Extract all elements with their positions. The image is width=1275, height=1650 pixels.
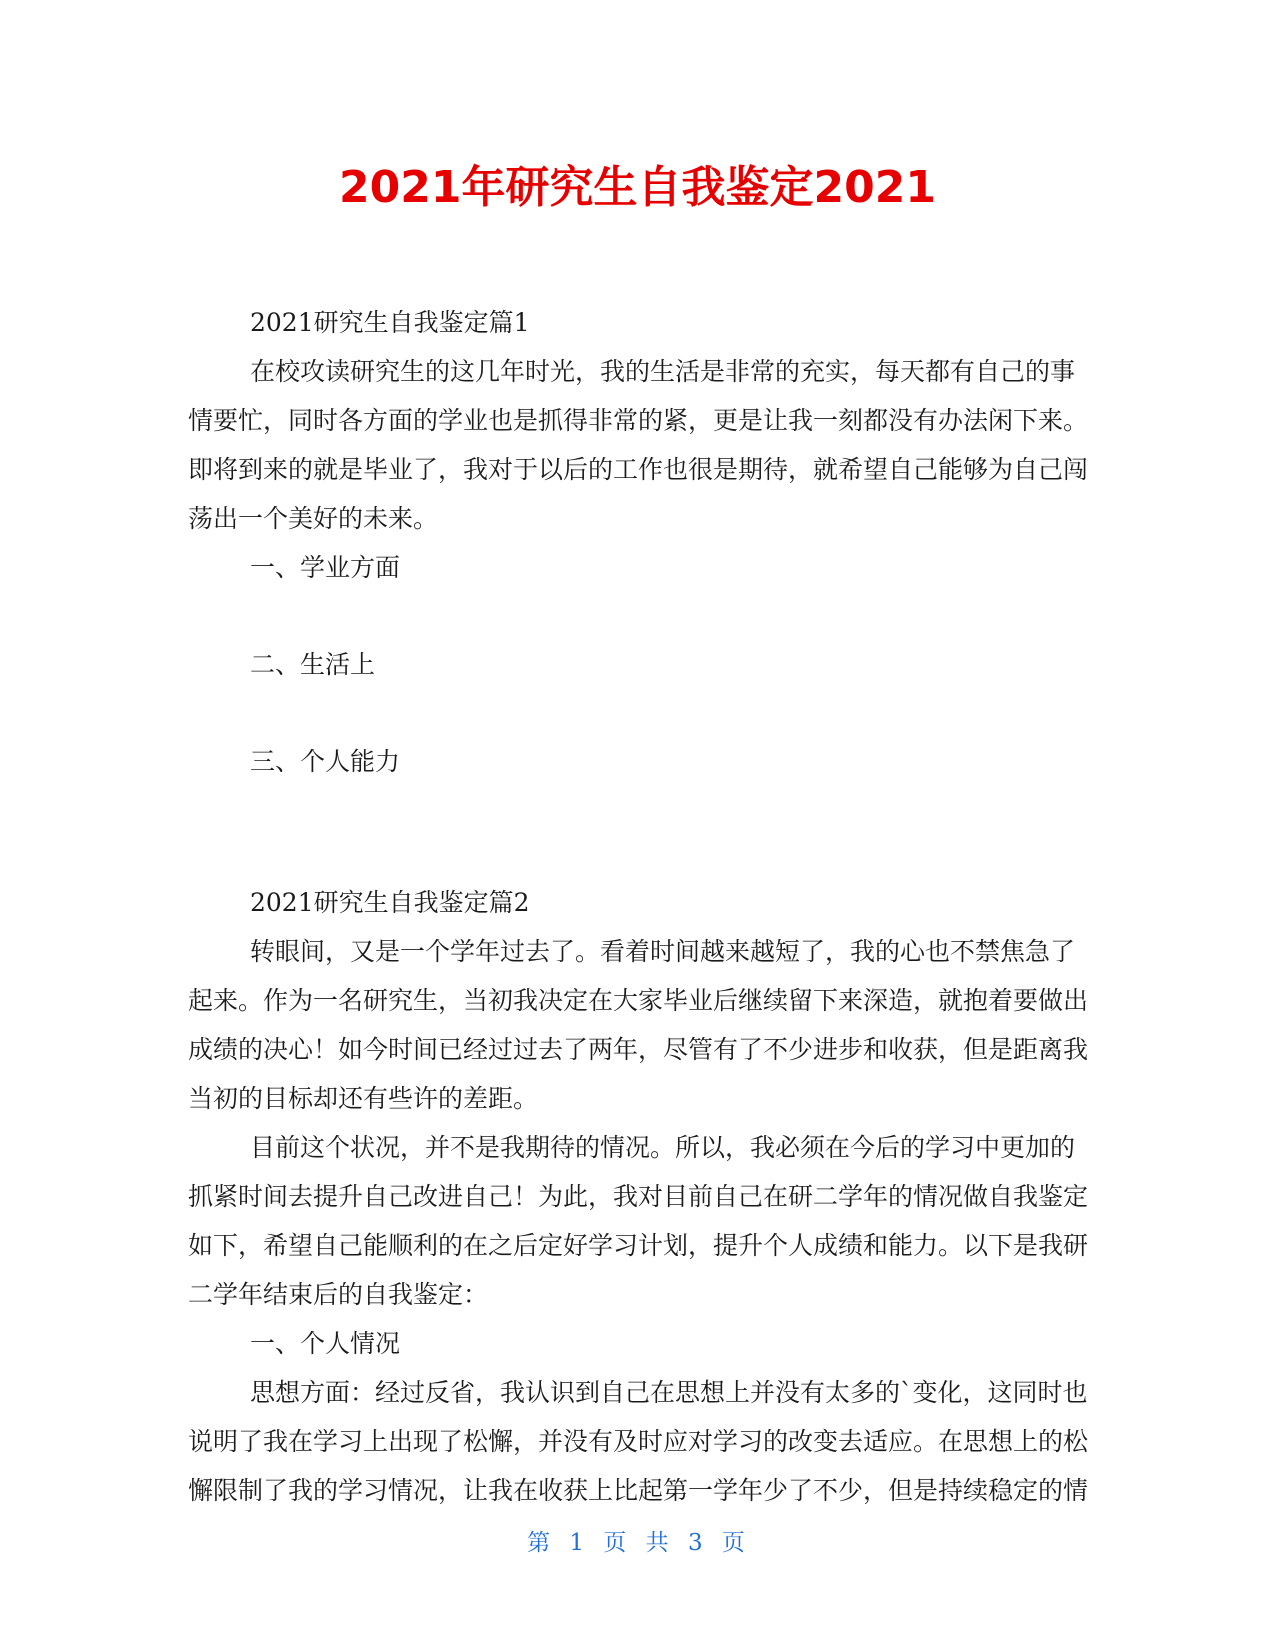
paragraph-line: 情要忙，同时各方面的学业也是抓得非常的紧，更是让我一刻都没有办法闲下来。 [188, 406, 1089, 435]
paragraph-line: 目前这个状况，并不是我期待的情况。所以，我必须在今后的学习中更加的 [250, 1133, 1076, 1162]
blank-space [188, 786, 1088, 878]
section2-paragraph3 [188, 1368, 1088, 1515]
document-body [188, 298, 1088, 1515]
blank-line [188, 689, 1088, 737]
paragraph-line: 懈限制了我的学习情况，让我在收获上比起第一学年少了不少，但是持续稳定的情 [188, 1476, 1089, 1505]
section1-item-ability: 三、个人能力 [250, 747, 401, 776]
paragraph-line: 在校攻读研究生的这几年时光，我的生活是非常的充实，每天都有自己的事 [250, 357, 1076, 386]
paragraph-line: 起来。作为一名研究生，当初我决定在大家毕业后继续留下来深造，就抱着要做出 [188, 986, 1089, 1015]
page-number-footer: 第 1 页 共 3 页 [527, 1530, 748, 1556]
blank-line [188, 592, 1088, 640]
paragraph-line: 思想方面：经过反省，我认识到自己在思想上并没有太多的`变化，这同时也 [250, 1378, 1088, 1407]
section2-paragraph1 [188, 927, 1088, 1123]
section2-item-personal: 一、个人情况 [250, 1329, 401, 1358]
paragraph-line: 荡出一个美好的未来。 [188, 504, 439, 533]
paragraph-line: 成绩的决心！如今时间已经过过去了两年，尽管有了不少进步和收获，但是距离我 [188, 1035, 1089, 1064]
paragraph-line: 二学年结束后的自我鉴定： [188, 1280, 489, 1309]
section1-item-academics: 一、学业方面 [250, 553, 401, 582]
paragraph-line: 当初的目标却还有些许的差距。 [188, 1084, 539, 1113]
paragraph-line: 如下，希望自己能顺利的在之后定好学习计划，提升个人成绩和能力。以下是我研 [188, 1231, 1089, 1260]
section1-heading: 2021研究生自我鉴定篇1 [250, 308, 530, 337]
section1-item-life: 二、生活上 [250, 650, 376, 679]
section1-paragraph1 [188, 347, 1088, 543]
paragraph-line: 即将到来的就是毕业了，我对于以后的工作也很是期待，就希望自己能够为自己闯 [188, 455, 1089, 484]
document-title: 2021年研究生自我鉴定2021 [339, 162, 936, 213]
section2-paragraph2 [188, 1123, 1088, 1319]
section2-heading: 2021研究生自我鉴定篇2 [250, 888, 530, 917]
paragraph-line: 抓紧时间去提升自己改进自己！为此，我对目前自己在研二学年的情况做自我鉴定 [188, 1182, 1089, 1211]
paragraph-line: 说明了我在学习上出现了松懈，并没有及时应对学习的改变去适应。在思想上的松 [188, 1427, 1089, 1456]
paragraph-line: 转眼间，又是一个学年过去了。看着时间越来越短了，我的心也不禁焦急了 [250, 937, 1076, 966]
